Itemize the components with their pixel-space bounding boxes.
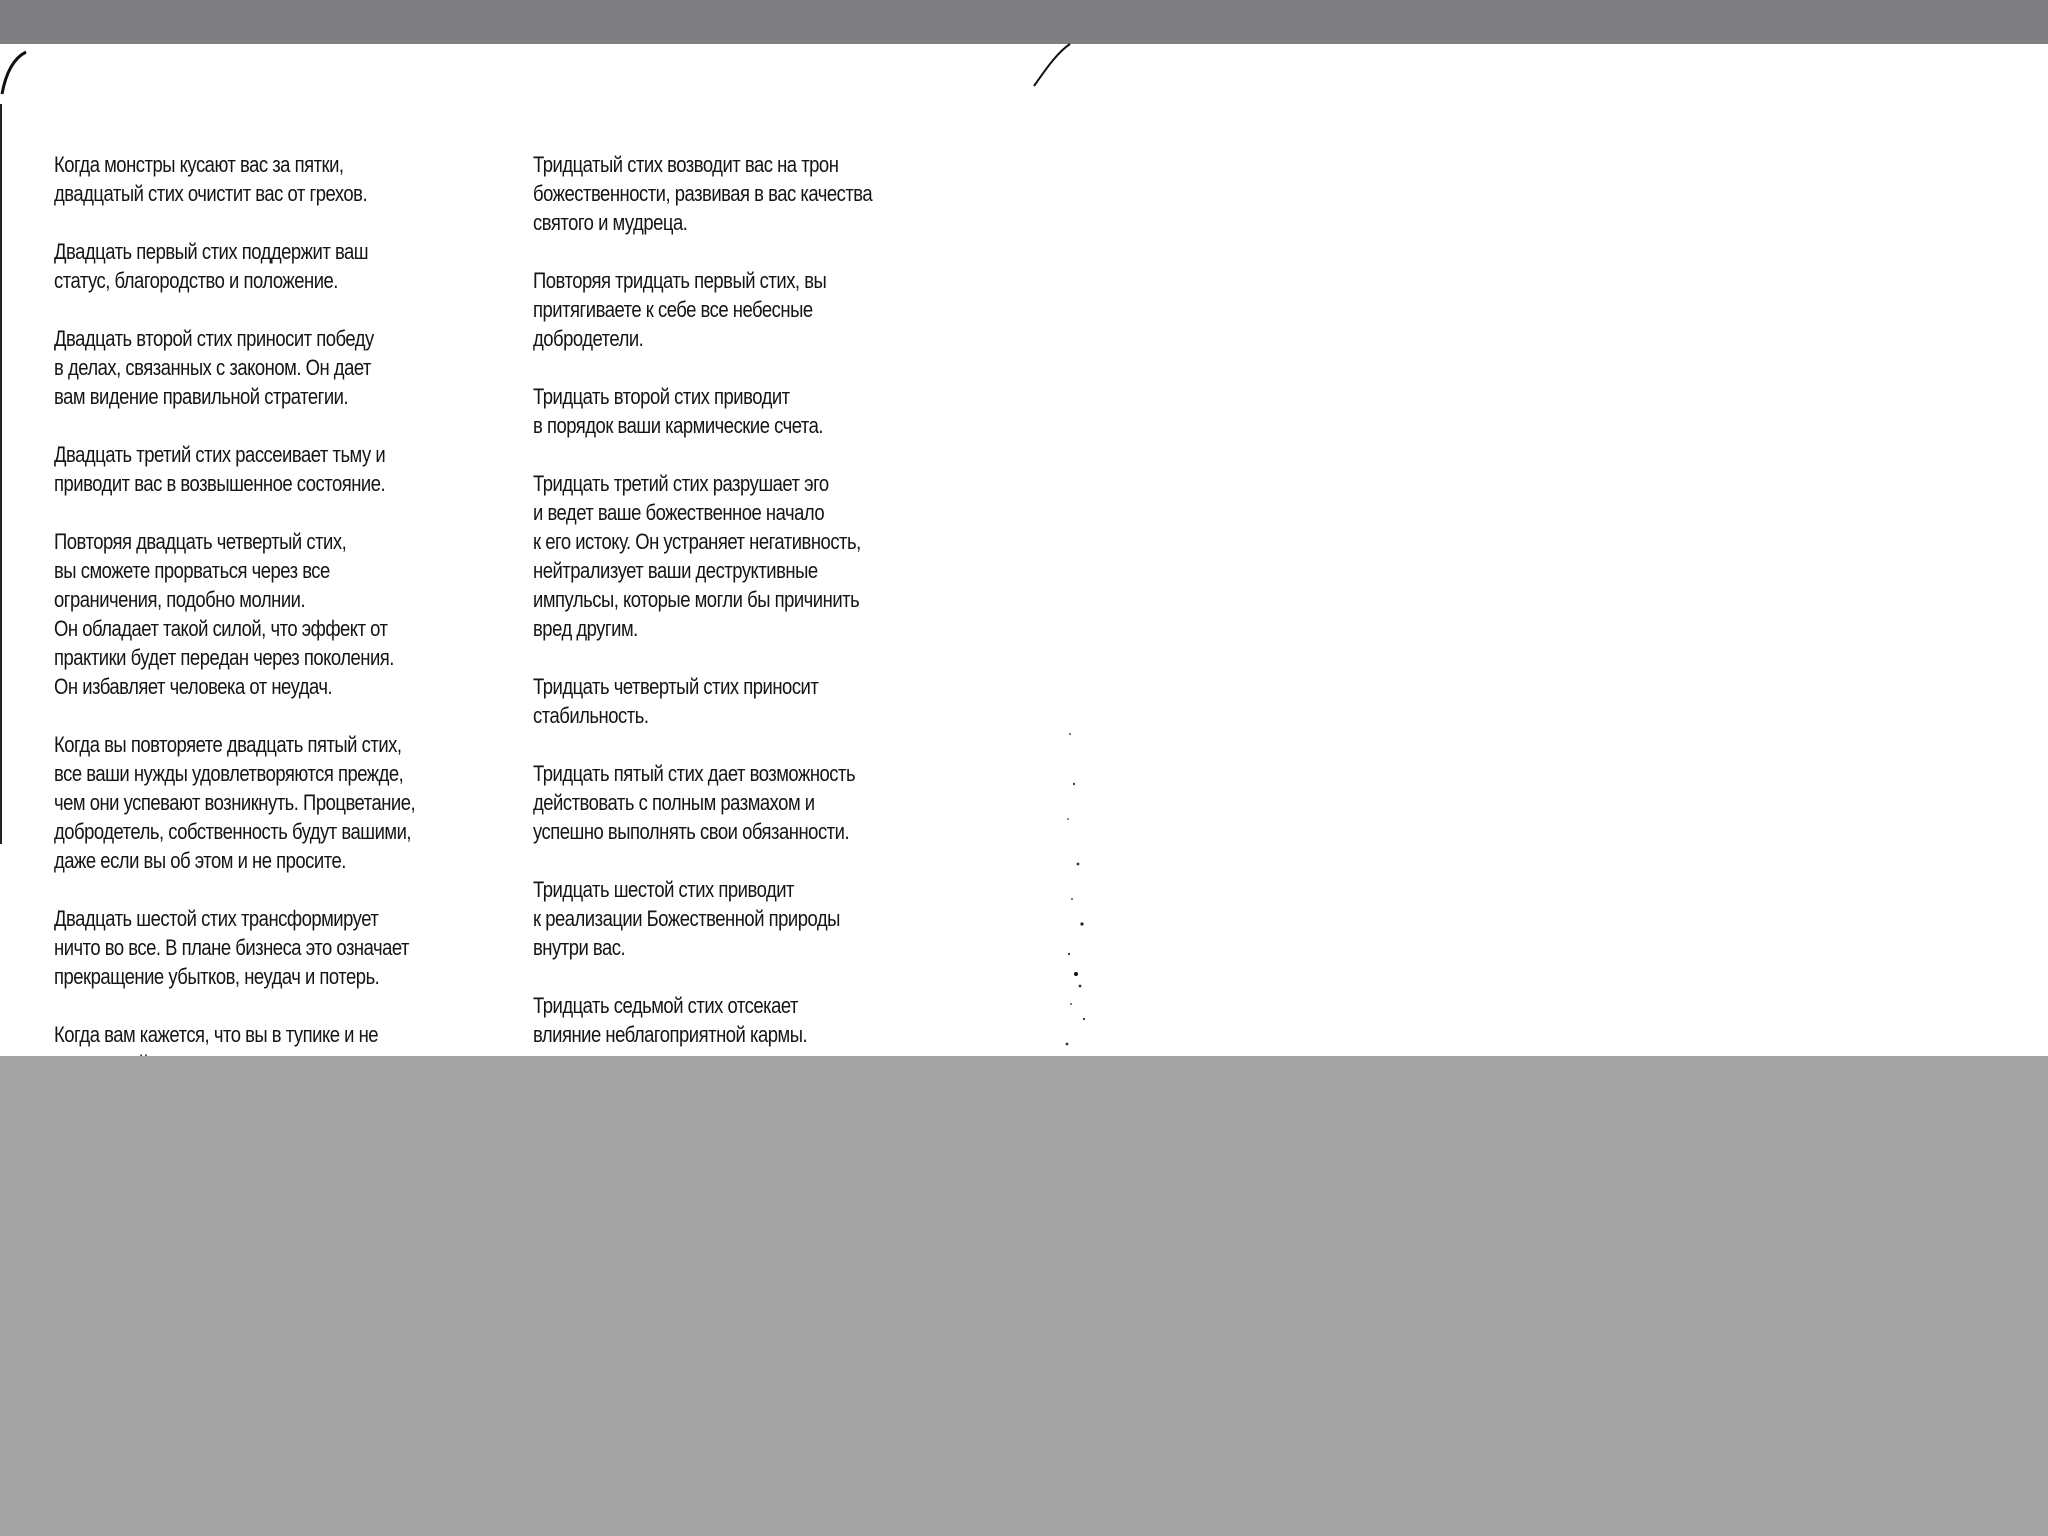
verse-paragraph: Повторяя тридцать первый стих, вы притягиваете к себе все небесные добродетели. [533, 268, 827, 351]
verse-paragraph: Повторяя двадцать четвертый стих, вы сможете прорваться через все ограничения, подобно молнии. Он обладает такой силой, что эффект от практики будет передан через поколения. Он избавляет человека от неудач. [54, 529, 394, 699]
empty-gray-area [0, 1056, 2048, 1536]
verse-paragraph: Двадцать первый стих поддержит ваш статус, благородство и положение. [54, 239, 369, 293]
verse-paragraph: Двадцать второй стих приносит победу в делах, связанных с законом. Он дает вам видение правильной стратегии. [54, 326, 374, 409]
verse-paragraph: Тридцатый стих возводит вас на трон божественности, развивая в вас качества святого и мудреца. [533, 152, 873, 235]
verse-paragraph: Тридцать шестой стих приводит к реализации Божественной природы внутри вас. [533, 877, 840, 960]
verse-paragraph: Тридцать четвертый стих приносит стабильность. [533, 674, 819, 728]
page-left-edge [0, 104, 2, 844]
corner-mark-left [0, 44, 40, 104]
verse-paragraph: Тридцать седьмой стих отсекает влияние неблагоприятной кармы. [533, 993, 808, 1047]
right-text-column [533, 150, 1009, 1136]
corner-mark-right [1030, 44, 1080, 94]
verse-paragraph: Когда вам кажется, что вы в тупике и не [54, 1022, 379, 1047]
verse-paragraph: Тридцать пятый стих дает возможность действовать с полным размахом и успешно выполнять свои обязанности. [533, 761, 856, 844]
scan-speckles [1060, 724, 1100, 1104]
verse-paragraph: Тридцать третий стих разрушает эго и ведет ваше божественное начало к его истоку. Он устраняет негативность, нейтрализует ваши деструктивные импульсы, которые могли бы причинить вред другим. [533, 471, 861, 641]
top-bar [0, 0, 2048, 44]
scanned-page [0, 44, 2048, 1056]
verse-paragraph: Когда монстры кусают вас за пятки, двадцатый стих очистит вас от грехов. [54, 152, 368, 206]
verse-paragraph: Тридцать второй стих приводит в порядок ваши кармические счета. [533, 384, 824, 438]
verse-paragraph: Когда вы повторяете двадцать пятый стих, все ваши нужды удовлетворяются прежде, чем они успевают возникнуть. Процветание, добродетель, собственность будут вашими, даже если вы об этом и не просите. [54, 732, 416, 873]
left-text-column [54, 150, 530, 1136]
verse-paragraph: Двадцать третий стих рассеивает тьму и приводит вас в возвышенное состояние. [54, 442, 386, 496]
verse-paragraph: Двадцать шестой стих трансформирует ничто во все. В плане бизнеса это означает прекращение убытков, неудач и потерь. [54, 906, 409, 989]
